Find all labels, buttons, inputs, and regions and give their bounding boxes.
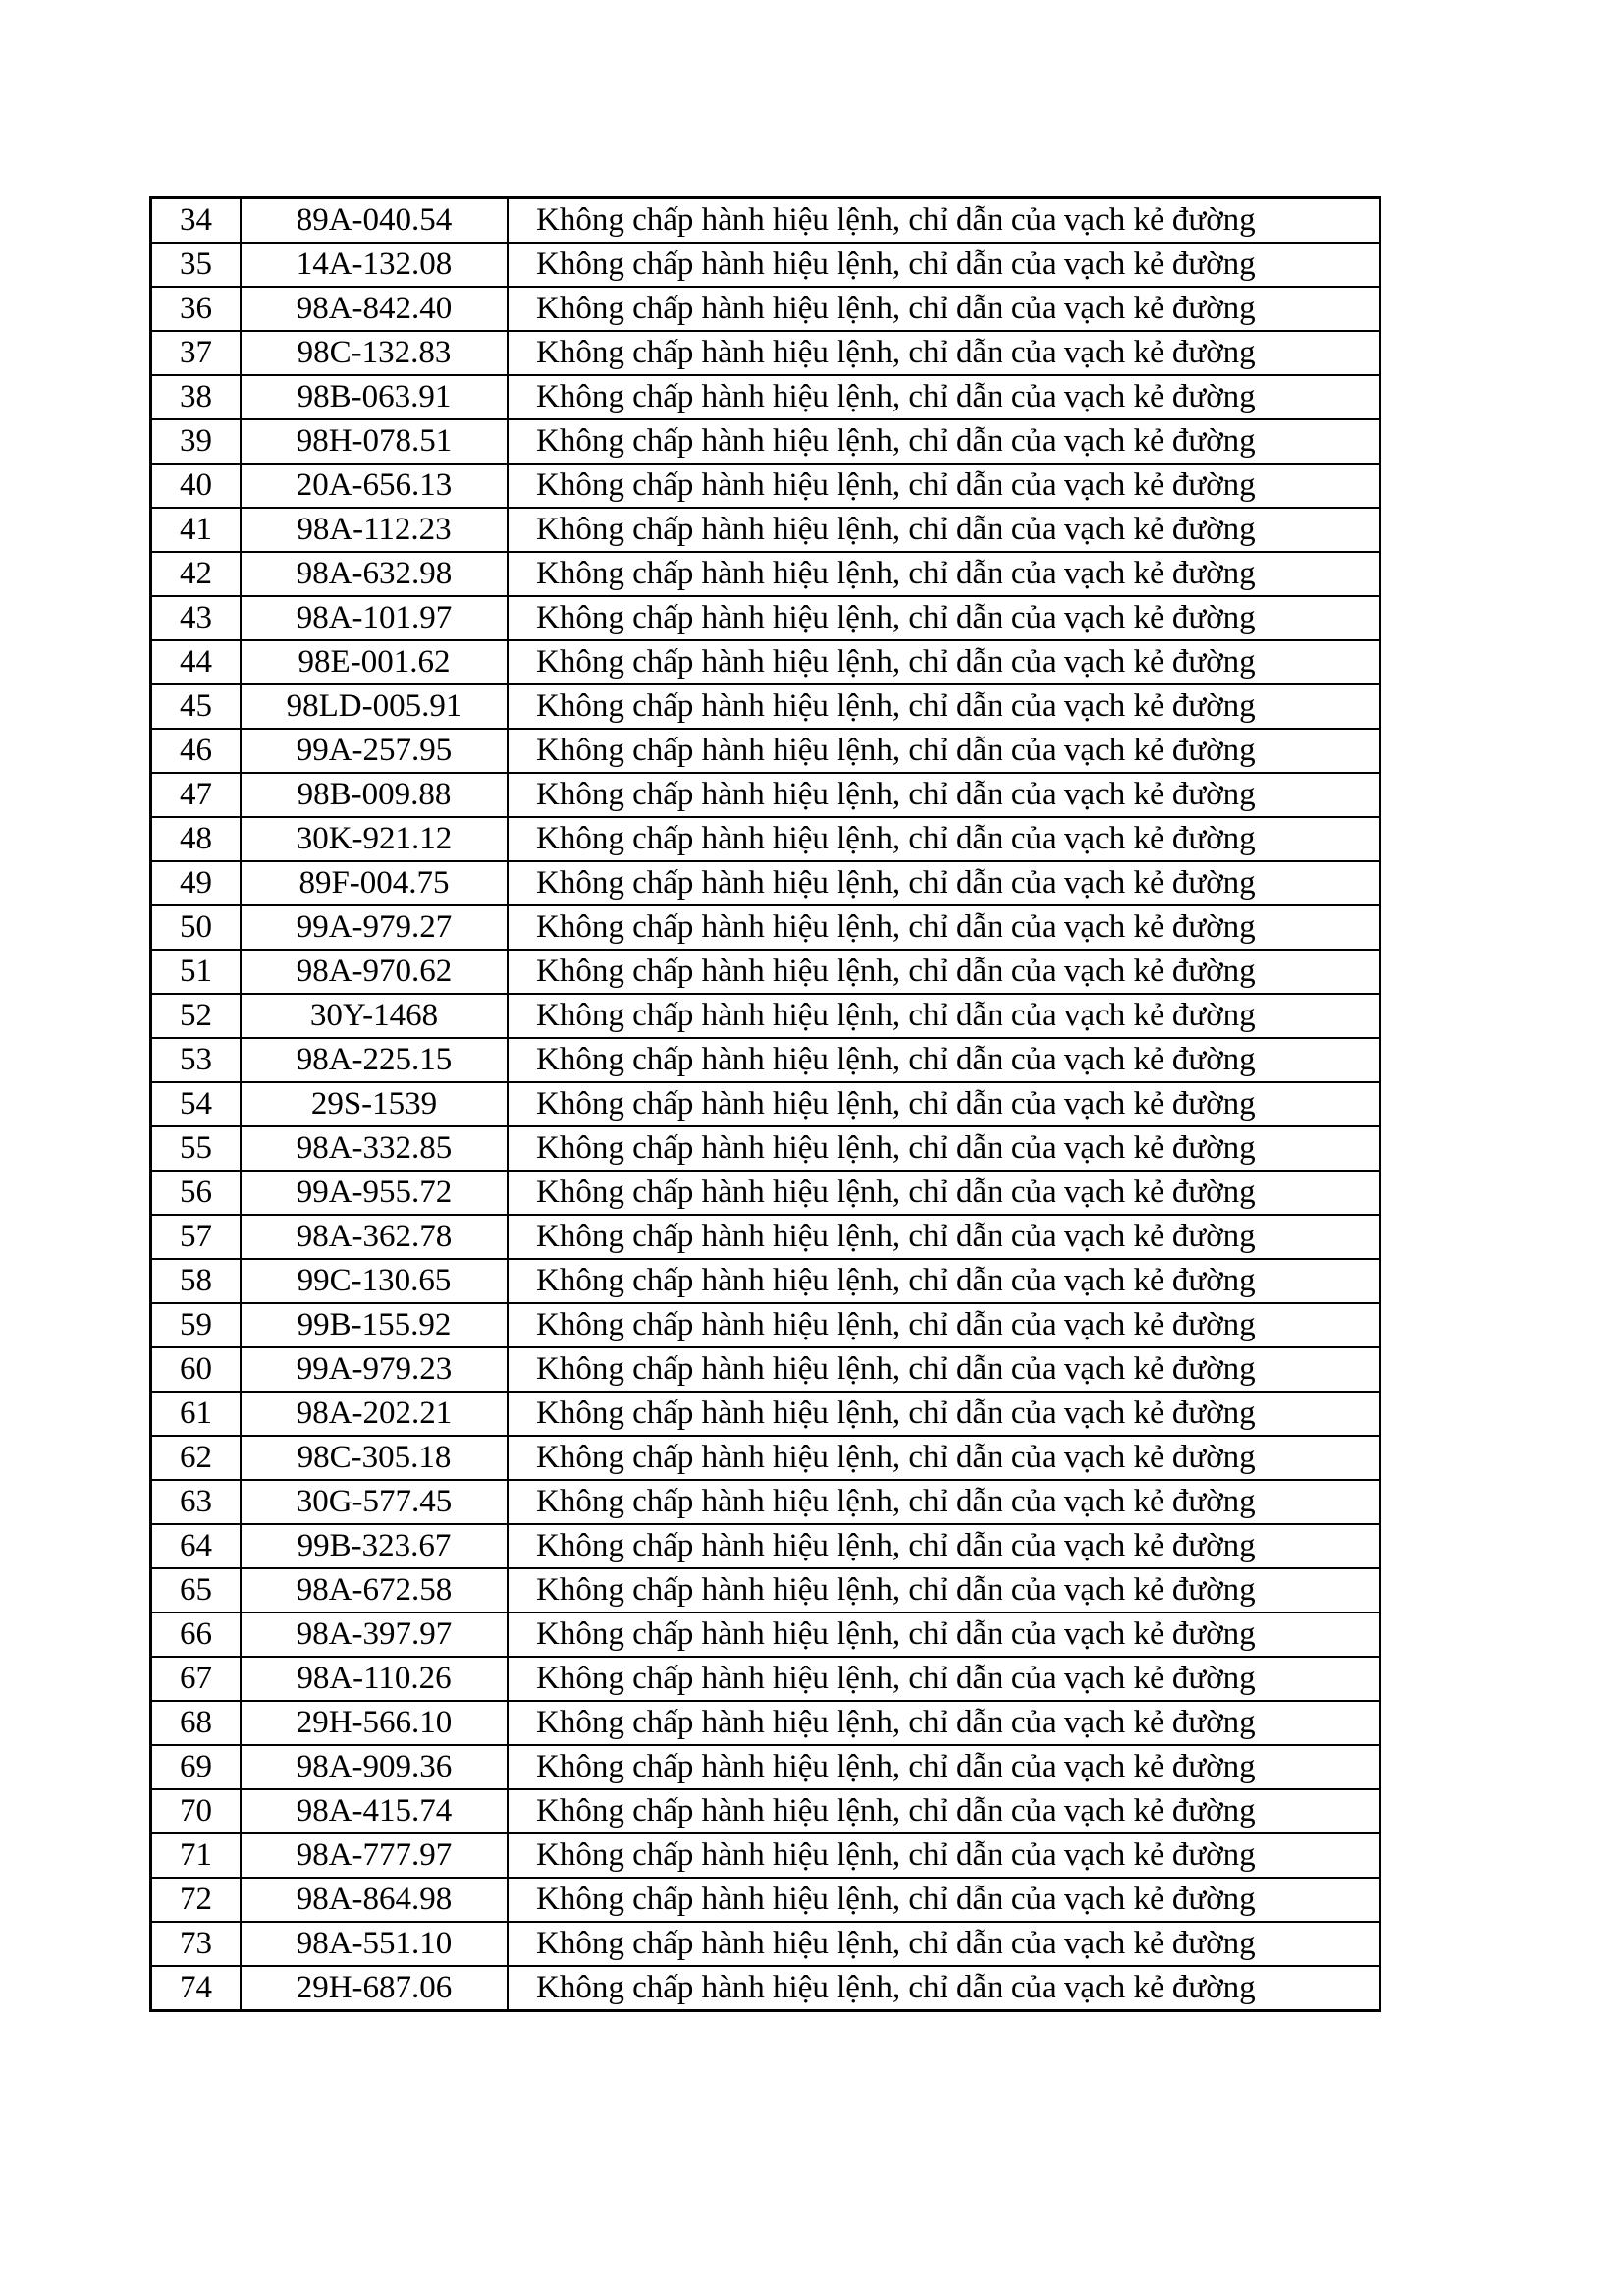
table-row	[151, 1657, 1380, 1701]
license-plate-cell: 98E-001.62	[241, 640, 508, 684]
table-row	[151, 950, 1380, 994]
license-plate-cell: 98A-551.10	[241, 1922, 508, 1966]
row-number-cell: 40	[151, 464, 242, 508]
license-plate-cell: 29H-687.06	[241, 1966, 508, 2011]
table-row	[151, 1966, 1380, 2011]
license-plate-cell: 98A-672.58	[241, 1568, 508, 1613]
license-plate-cell: 30K-921.12	[241, 817, 508, 861]
violation-cell: Không chấp hành hiệu lệnh, chỉ dẫn của vạch kẻ đường	[508, 1833, 1380, 1878]
violation-cell: Không chấp hành hiệu lệnh, chỉ dẫn của vạch kẻ đường	[508, 1657, 1380, 1701]
row-number-cell: 57	[151, 1215, 242, 1259]
table-row	[151, 287, 1380, 331]
row-number-cell: 48	[151, 817, 242, 861]
violation-cell: Không chấp hành hiệu lệnh, chỉ dẫn của vạch kẻ đường	[508, 1436, 1380, 1480]
license-plate-cell: 98A-397.97	[241, 1613, 508, 1657]
license-plate-cell: 98B-063.91	[241, 375, 508, 419]
row-number-cell: 56	[151, 1171, 242, 1215]
row-number-cell: 62	[151, 1436, 242, 1480]
row-number-cell: 34	[151, 198, 242, 244]
row-number-cell: 39	[151, 419, 242, 464]
license-plate-cell: 14A-132.08	[241, 243, 508, 287]
table-row	[151, 1126, 1380, 1171]
violation-cell: Không chấp hành hiệu lệnh, chỉ dẫn của vạch kẻ đường	[508, 1701, 1380, 1745]
row-number-cell: 50	[151, 905, 242, 950]
row-number-cell: 72	[151, 1878, 242, 1922]
table-row	[151, 1215, 1380, 1259]
row-number-cell: 37	[151, 331, 242, 375]
license-plate-cell: 98LD-005.91	[241, 684, 508, 729]
violations-table-body	[151, 198, 1380, 2011]
violation-cell: Không chấp hành hiệu lệnh, chỉ dẫn của vạch kẻ đường	[508, 1303, 1380, 1347]
violation-cell: Không chấp hành hiệu lệnh, chỉ dẫn của vạch kẻ đường	[508, 419, 1380, 464]
table-row	[151, 596, 1380, 640]
row-number-cell: 66	[151, 1613, 242, 1657]
row-number-cell: 49	[151, 861, 242, 905]
row-number-cell: 55	[151, 1126, 242, 1171]
license-plate-cell: 29H-566.10	[241, 1701, 508, 1745]
license-plate-cell: 99B-323.67	[241, 1524, 508, 1568]
table-row	[151, 1524, 1380, 1568]
row-number-cell: 59	[151, 1303, 242, 1347]
violation-cell: Không chấp hành hiệu lệnh, chỉ dẫn của vạch kẻ đường	[508, 1878, 1380, 1922]
row-number-cell: 42	[151, 552, 242, 596]
violation-cell: Không chấp hành hiệu lệnh, chỉ dẫn của vạch kẻ đường	[508, 994, 1380, 1038]
row-number-cell: 71	[151, 1833, 242, 1878]
table-row	[151, 1038, 1380, 1082]
violation-cell: Không chấp hành hiệu lệnh, chỉ dẫn của vạch kẻ đường	[508, 287, 1380, 331]
row-number-cell: 54	[151, 1082, 242, 1126]
license-plate-cell: 98C-305.18	[241, 1436, 508, 1480]
violation-cell: Không chấp hành hiệu lệnh, chỉ dẫn của vạch kẻ đường	[508, 1082, 1380, 1126]
table-row	[151, 773, 1380, 817]
violation-cell: Không chấp hành hiệu lệnh, chỉ dẫn của vạch kẻ đường	[508, 1215, 1380, 1259]
table-row	[151, 1259, 1380, 1303]
table-row	[151, 1082, 1380, 1126]
license-plate-cell: 29S-1539	[241, 1082, 508, 1126]
license-plate-cell: 98A-112.23	[241, 508, 508, 552]
license-plate-cell: 98C-132.83	[241, 331, 508, 375]
table-row	[151, 1789, 1380, 1833]
license-plate-cell: 30G-577.45	[241, 1480, 508, 1524]
violation-cell: Không chấp hành hiệu lệnh, chỉ dẫn của vạch kẻ đường	[508, 508, 1380, 552]
violation-cell: Không chấp hành hiệu lệnh, chỉ dẫn của vạch kẻ đường	[508, 1568, 1380, 1613]
table-row	[151, 729, 1380, 773]
violation-cell: Không chấp hành hiệu lệnh, chỉ dẫn của vạch kẻ đường	[508, 1613, 1380, 1657]
license-plate-cell: 98A-110.26	[241, 1657, 508, 1701]
row-number-cell: 45	[151, 684, 242, 729]
license-plate-cell: 99B-155.92	[241, 1303, 508, 1347]
table-row	[151, 817, 1380, 861]
table-row	[151, 684, 1380, 729]
violation-cell: Không chấp hành hiệu lệnh, chỉ dẫn của vạch kẻ đường	[508, 950, 1380, 994]
license-plate-cell: 98A-970.62	[241, 950, 508, 994]
row-number-cell: 44	[151, 640, 242, 684]
violation-cell: Không chấp hành hiệu lệnh, chỉ dẫn của vạch kẻ đường	[508, 817, 1380, 861]
table-row	[151, 375, 1380, 419]
violation-cell: Không chấp hành hiệu lệnh, chỉ dẫn của vạch kẻ đường	[508, 1392, 1380, 1436]
row-number-cell: 41	[151, 508, 242, 552]
violation-cell: Không chấp hành hiệu lệnh, chỉ dẫn của vạch kẻ đường	[508, 1922, 1380, 1966]
violation-cell: Không chấp hành hiệu lệnh, chỉ dẫn của vạch kẻ đường	[508, 1966, 1380, 2011]
violation-cell: Không chấp hành hiệu lệnh, chỉ dẫn của vạch kẻ đường	[508, 905, 1380, 950]
row-number-cell: 74	[151, 1966, 242, 2011]
table-row	[151, 994, 1380, 1038]
license-plate-cell: 99A-955.72	[241, 1171, 508, 1215]
row-number-cell: 58	[151, 1259, 242, 1303]
table-row	[151, 464, 1380, 508]
violation-cell: Không chấp hành hiệu lệnh, chỉ dẫn của vạch kẻ đường	[508, 331, 1380, 375]
row-number-cell: 36	[151, 287, 242, 331]
table-row	[151, 861, 1380, 905]
license-plate-cell: 89F-004.75	[241, 861, 508, 905]
table-row	[151, 1568, 1380, 1613]
table-row	[151, 905, 1380, 950]
violation-cell: Không chấp hành hiệu lệnh, chỉ dẫn của vạch kẻ đường	[508, 729, 1380, 773]
table-row	[151, 552, 1380, 596]
license-plate-cell: 98A-864.98	[241, 1878, 508, 1922]
license-plate-cell: 98A-777.97	[241, 1833, 508, 1878]
table-row	[151, 1171, 1380, 1215]
table-row	[151, 243, 1380, 287]
table-row	[151, 331, 1380, 375]
license-plate-cell: 99A-979.23	[241, 1347, 508, 1392]
license-plate-cell: 98A-332.85	[241, 1126, 508, 1171]
license-plate-cell: 98B-009.88	[241, 773, 508, 817]
table-row	[151, 198, 1380, 244]
license-plate-cell: 30Y-1468	[241, 994, 508, 1038]
row-number-cell: 64	[151, 1524, 242, 1568]
row-number-cell: 52	[151, 994, 242, 1038]
license-plate-cell: 99C-130.65	[241, 1259, 508, 1303]
table-row	[151, 1878, 1380, 1922]
violation-cell: Không chấp hành hiệu lệnh, chỉ dẫn của vạch kẻ đường	[508, 684, 1380, 729]
license-plate-cell: 89A-040.54	[241, 198, 508, 244]
license-plate-cell: 98A-632.98	[241, 552, 508, 596]
violation-cell: Không chấp hành hiệu lệnh, chỉ dẫn của vạch kẻ đường	[508, 596, 1380, 640]
row-number-cell: 69	[151, 1745, 242, 1789]
violation-cell: Không chấp hành hiệu lệnh, chỉ dẫn của vạch kẻ đường	[508, 552, 1380, 596]
row-number-cell: 65	[151, 1568, 242, 1613]
license-plate-cell: 98A-225.15	[241, 1038, 508, 1082]
row-number-cell: 70	[151, 1789, 242, 1833]
row-number-cell: 47	[151, 773, 242, 817]
row-number-cell: 61	[151, 1392, 242, 1436]
violation-cell: Không chấp hành hiệu lệnh, chỉ dẫn của vạch kẻ đường	[508, 861, 1380, 905]
table-row	[151, 640, 1380, 684]
row-number-cell: 73	[151, 1922, 242, 1966]
violation-cell: Không chấp hành hiệu lệnh, chỉ dẫn của vạch kẻ đường	[508, 1789, 1380, 1833]
row-number-cell: 35	[151, 243, 242, 287]
violation-cell: Không chấp hành hiệu lệnh, chỉ dẫn của vạch kẻ đường	[508, 1259, 1380, 1303]
violation-cell: Không chấp hành hiệu lệnh, chỉ dẫn của vạch kẻ đường	[508, 1038, 1380, 1082]
table-row	[151, 1745, 1380, 1789]
table-row	[151, 508, 1380, 552]
row-number-cell: 51	[151, 950, 242, 994]
table-row	[151, 1613, 1380, 1657]
violation-cell: Không chấp hành hiệu lệnh, chỉ dẫn của vạch kẻ đường	[508, 773, 1380, 817]
row-number-cell: 67	[151, 1657, 242, 1701]
license-plate-cell: 98A-202.21	[241, 1392, 508, 1436]
violation-cell: Không chấp hành hiệu lệnh, chỉ dẫn của vạch kẻ đường	[508, 640, 1380, 684]
license-plate-cell: 99A-257.95	[241, 729, 508, 773]
table-row	[151, 1480, 1380, 1524]
license-plate-cell: 98A-101.97	[241, 596, 508, 640]
table-row	[151, 1303, 1380, 1347]
violation-cell: Không chấp hành hiệu lệnh, chỉ dẫn của vạch kẻ đường	[508, 243, 1380, 287]
row-number-cell: 43	[151, 596, 242, 640]
table-row	[151, 1833, 1380, 1878]
license-plate-cell: 98A-362.78	[241, 1215, 508, 1259]
violation-cell: Không chấp hành hiệu lệnh, chỉ dẫn của vạch kẻ đường	[508, 1480, 1380, 1524]
table-row	[151, 1347, 1380, 1392]
table-row	[151, 1436, 1380, 1480]
violation-cell: Không chấp hành hiệu lệnh, chỉ dẫn của vạch kẻ đường	[508, 1126, 1380, 1171]
table-row	[151, 419, 1380, 464]
license-plate-cell: 98A-842.40	[241, 287, 508, 331]
row-number-cell: 63	[151, 1480, 242, 1524]
violations-table	[149, 196, 1381, 2012]
violation-cell: Không chấp hành hiệu lệnh, chỉ dẫn của vạch kẻ đường	[508, 1347, 1380, 1392]
row-number-cell: 46	[151, 729, 242, 773]
license-plate-cell: 98H-078.51	[241, 419, 508, 464]
license-plate-cell: 99A-979.27	[241, 905, 508, 950]
violation-cell: Không chấp hành hiệu lệnh, chỉ dẫn của vạch kẻ đường	[508, 198, 1380, 244]
table-row	[151, 1922, 1380, 1966]
row-number-cell: 38	[151, 375, 242, 419]
table-row	[151, 1392, 1380, 1436]
violation-cell: Không chấp hành hiệu lệnh, chỉ dẫn của vạch kẻ đường	[508, 375, 1380, 419]
violation-cell: Không chấp hành hiệu lệnh, chỉ dẫn của vạch kẻ đường	[508, 1171, 1380, 1215]
violation-cell: Không chấp hành hiệu lệnh, chỉ dẫn của vạch kẻ đường	[508, 1745, 1380, 1789]
violation-cell: Không chấp hành hiệu lệnh, chỉ dẫn của vạch kẻ đường	[508, 464, 1380, 508]
table-row	[151, 1701, 1380, 1745]
license-plate-cell: 20A-656.13	[241, 464, 508, 508]
row-number-cell: 53	[151, 1038, 242, 1082]
license-plate-cell: 98A-415.74	[241, 1789, 508, 1833]
row-number-cell: 68	[151, 1701, 242, 1745]
violation-cell: Không chấp hành hiệu lệnh, chỉ dẫn của vạch kẻ đường	[508, 1524, 1380, 1568]
row-number-cell: 60	[151, 1347, 242, 1392]
license-plate-cell: 98A-909.36	[241, 1745, 508, 1789]
